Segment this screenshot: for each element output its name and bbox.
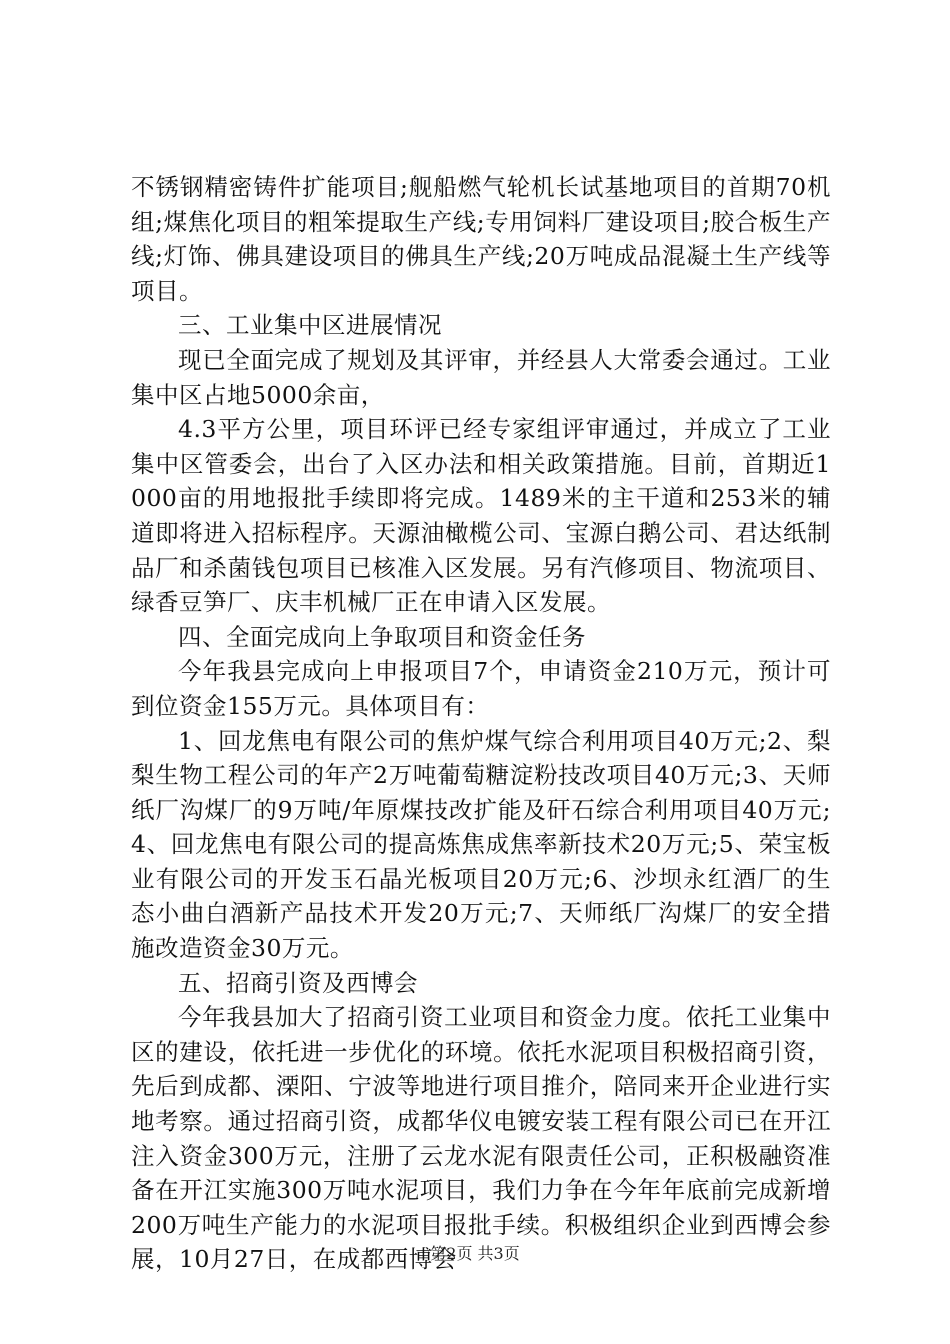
document-body bbox=[131, 170, 831, 1277]
paragraph: 今年我县完成向上申报项目7个，申请资金210万元，预计可到位资金155万元。具体项目有： bbox=[131, 657, 831, 720]
paragraph: 今年我县加大了招商引资工业项目和资金力度。依托工业集中区的建设，依托进一步优化的环境。依托水泥项目积极招商引资，先后到成都、溧阳、宁波等地进行项目推介，陪同来开企业进行实地考察。通过招商引资，成都华仪电镀安装工程有限公司已在开江注入资金300万元，注册了云龙水泥有限责任公司，正积极融资准备在开江实施300万吨水泥项目，我们力争在今年年底前完成新增200万吨生产能力的水泥项目报批手续。积极组织企业到西博会参展，10月27日，在成都西博会 bbox=[131, 1003, 831, 1274]
paragraph-continuation: 不锈钢精密铸件扩能项目;舰船燃气轮机长试基地项目的首期70机组;煤焦化项目的粗笨提取生产线;专用饲料厂建设项目;胶合板生产线;灯饰、佛具建设项目的佛具生产线;20万吨成品混凝土生产线等项目。 bbox=[131, 173, 831, 305]
paragraph: 现已全面完成了规划及其评审，并经县人大常委会通过。工业集中区占地5000余亩， bbox=[131, 345, 831, 409]
paragraph: 4.3平方公里，项目环评已经专家组评审通过，并成立了工业集中区管委会，出台了入区办法和相关政策措施。目前，首期近1000亩的用地报批手续即将完成。1489米的主干道和253米的辅道即将进入招标程序。天源油橄榄公司、宝源白鹅公司、君达纸制品厂和杀菌钱包项目已核准入区发展。另有汽修项目、物流项目、绿香豆笋厂、庆丰机械厂正在申请入区发展。 bbox=[131, 415, 831, 617]
page-number-footer: 第2页 共3页 bbox=[430, 1244, 520, 1263]
project-list-paragraph: 1、回龙焦电有限公司的焦炉煤气综合利用项目40万元;2、梨梨生物工程公司的年产2万吨葡萄糖淀粉技改项目40万元;3、天师纸厂沟煤厂的9万吨/年原煤技改扩能及矸石综合利用项目40万元;4、回龙焦电有限公司的提高炼焦成焦率新技术20万元;5、荣宝板业有限公司的开发玉石晶光板项目20万元;6、沙坝永红酒厂的生态小曲白酒新产品技术开发20万元;7、天师纸厂沟煤厂的安全措施改造资金30万元。 bbox=[131, 726, 831, 963]
section-heading-5: 五、招商引资及西博会 bbox=[178, 968, 418, 997]
section-heading-3: 三、工业集中区进展情况 bbox=[178, 311, 442, 340]
section-heading-4: 四、全面完成向上争取项目和资金任务 bbox=[178, 622, 586, 651]
